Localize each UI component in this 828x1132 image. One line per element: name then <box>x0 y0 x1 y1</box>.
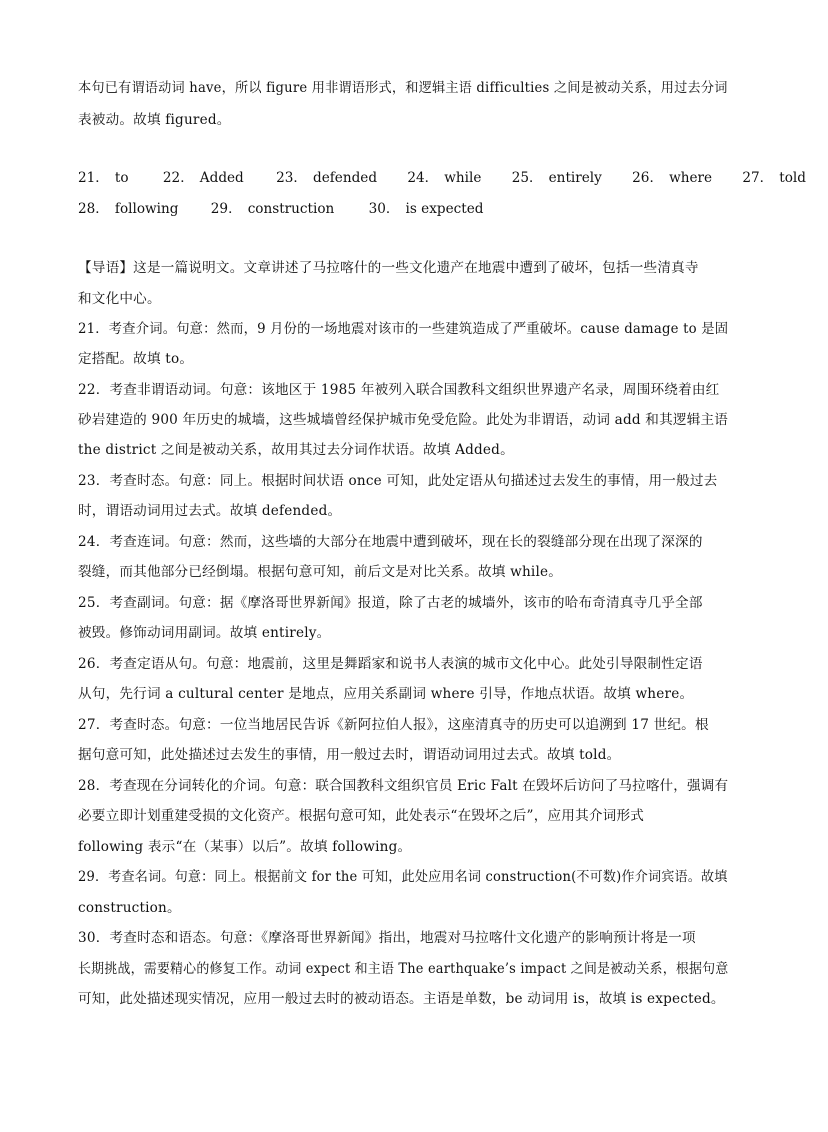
guide-line-2: 和文化中心。 <box>78 291 161 307</box>
answer-23: 23． defended <box>276 170 378 186</box>
answer-27: 27． told <box>742 170 806 186</box>
explanation-line: 21．考查介词。句意：然而，9 月份的一场地震对该市的一些建筑造成了严重破坏。cause damage to 是固 <box>78 321 729 337</box>
explanation-line: 长期挑战，需要精心的修复工作。动词 expect 和主语 The earthquake’s impact 之间是被动关系，根据句意 <box>78 961 729 977</box>
explanation-line: 从句，先行词 a cultural center 是地点，应用关系副词 where 引导，作地点状语。故填 where。 <box>78 686 694 702</box>
explanation-line: 砂岩建造的 900 年历史的城墙，这些城墙曾经保护城市免受危险。此处为非谓语，动词 add 和其逻辑主语 <box>78 412 729 428</box>
explanation-line: 26．考查定语从句。句意：地震前，这里是舞蹈家和说书人表演的城市文化中心。此处引导限制性定语 <box>78 656 703 672</box>
answer-key-row-2 <box>78 199 505 219</box>
answer-24: 24． while <box>407 170 482 186</box>
explanation-line: 24．考查连词。句意：然而，这些墙的大部分在地震中遭到破坏，现在长的裂缝部分现在出现了深深的 <box>78 534 703 550</box>
explanation-line: 30．考查时态和语态。句意：《摩洛哥世界新闻》指出，地震对马拉喀什文化遗产的影响预计将是一项 <box>78 930 696 946</box>
explanation-line: the district 之间是被动关系，故用其过去分词作状语。故填 Added。 <box>78 442 514 458</box>
intro-line-2: 表被动。故填 figured。 <box>78 112 231 128</box>
explanation-line: 29．考查名词。句意：同上。根据前文 for the 可知，此处应用名词 construction(不可数)作介词宾语。故填 <box>78 869 728 885</box>
explanation-line: 可知，此处描述现实情况，应用一般过去时的被动语态。主语是单数，be 动词用 is，故填 is expected。 <box>78 991 725 1007</box>
intro-line-1: 本句已有谓语动词 have，所以 figure 用非谓语形式，和逻辑主语 difficulties 之间是被动关系，用过去分词 <box>78 80 728 96</box>
explanation-line: 25．考查副词。句意：据《摩洛哥世界新闻》报道，除了古老的城墙外，该市的哈布奇清真寺几乎全部 <box>78 595 703 611</box>
explanation-line: 被毁。修饰动词用副词。故填 entirely。 <box>78 625 331 641</box>
explanation-line: 时，谓语动词用过去式。故填 defended。 <box>78 503 342 519</box>
explanation-line: following 表示“在（某事）以后”。故填 following。 <box>78 839 412 855</box>
explanation-line: 必要立即计划重建受损的文化资产。根据句意可知，此处表示“在毁坏之后”，应用其介词形式 <box>78 808 645 824</box>
answer-25: 25． entirely <box>511 170 602 186</box>
answer-30: 30． is expected <box>368 201 484 217</box>
explanation-line: 定搭配。故填 to。 <box>78 351 194 367</box>
answer-21: 21． to <box>78 170 129 186</box>
explanation-line: 27．考查时态。句意：一位当地居民告诉《新阿拉伯人报》，这座清真寺的历史可以追溯到 17 世纪。根 <box>78 717 709 733</box>
explanation-line: construction。 <box>78 900 181 916</box>
answer-26: 26． where <box>632 170 713 186</box>
explanation-line: 23．考查时态。句意：同上。根据时间状语 once 可知，此处定语从句描述过去发生的事情，用一般过去 <box>78 473 718 489</box>
answer-28: 28． following <box>78 201 179 217</box>
answer-22: 22． Added <box>162 170 244 186</box>
answer-key-row-1 <box>78 168 828 188</box>
explanation-line: 裂缝，而其他部分已经倒塌。根据句意可知，前后文是对比关系。故填 while。 <box>78 564 563 580</box>
answer-29: 29． construction <box>210 201 335 217</box>
explanation-line: 28．考查现在分词转化的介词。句意：联合国教科文组织官员 Eric Falt 在毁坏后访问了马拉喀什，强调有 <box>78 778 729 794</box>
explanation-line: 据句意可知，此处描述过去发生的事情，用一般过去时，谓语动词用过去式。故填 told。 <box>78 747 621 763</box>
explanation-line: 22．考查非谓语动词。句意：该地区于 1985 年被列入联合国教科文组织世界遗产名录，周围环绕着由红 <box>78 382 720 398</box>
guide-line-1: 【导语】这是一篇说明文。文章讲述了马拉喀什的一些文化遗产在地震中遭到了破坏，包括一些清真寺 <box>78 260 699 276</box>
